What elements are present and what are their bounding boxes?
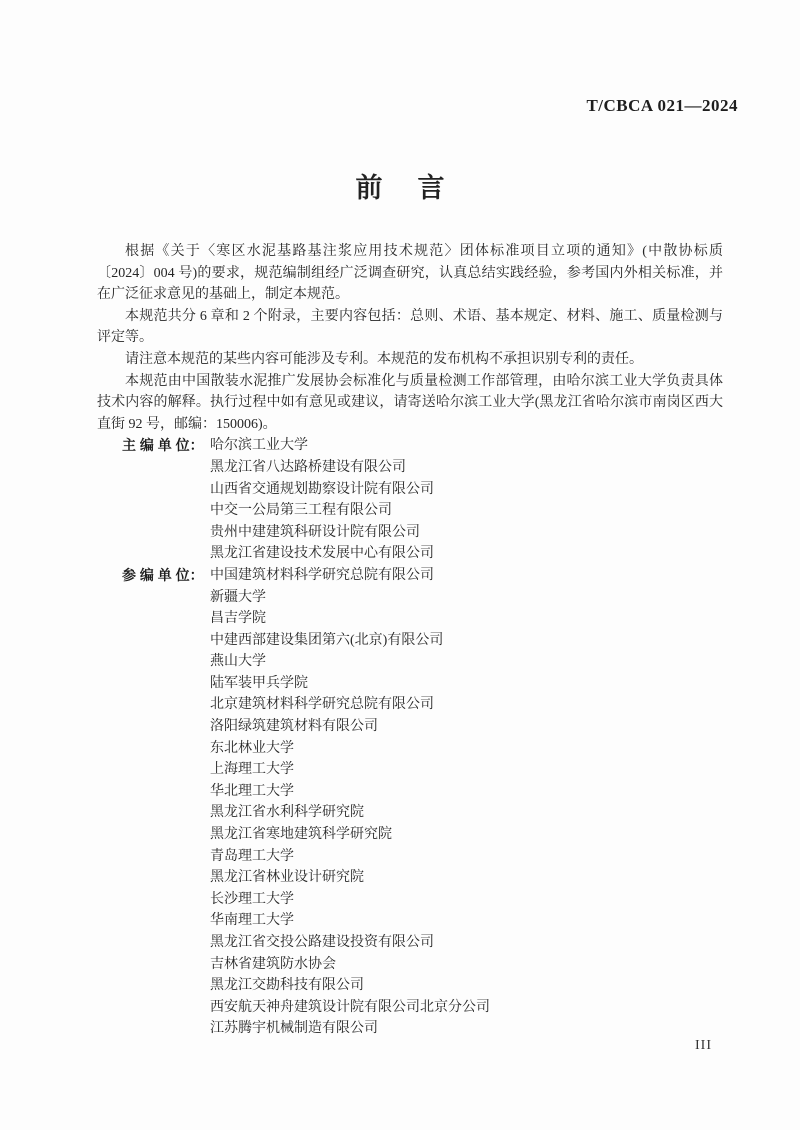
chief-unit-item: 山西省交通规划勘察设计院有限公司 — [210, 481, 434, 497]
paragraph-patent-notice: 请注意本规范的某些内容可能涉及专利。本规范的发布机构不承担识别专利的责任。 — [125, 351, 643, 367]
paragraph-management: 本规范由中国散装水泥推广发展协会标准化与质量检测工作部管理，由哈尔滨工业大学负责具体技术内容的解释。执行过程中如有意见或建议，请寄送哈尔滨工业大学(黑龙江省哈尔滨市南岗区西大直街 92 号，邮编：150006)。 — [97, 373, 723, 432]
chief-unit-item: 黑龙江省八达路桥建设有限公司 — [210, 459, 406, 475]
foreword-content — [97, 241, 723, 1040]
participant-unit-item: 燕山大学 — [210, 654, 266, 670]
page-number: III — [695, 1038, 712, 1053]
participant-unit-item: 长沙理工大学 — [210, 891, 294, 907]
page-title: 前言 — [355, 173, 480, 203]
chief-unit-item: 黑龙江省建设技术发展中心有限公司 — [210, 546, 434, 562]
participant-unit-item: 青岛理工大学 — [210, 848, 294, 864]
chief-units-list — [210, 435, 723, 565]
participant-unit-item: 东北林业大学 — [210, 740, 294, 756]
participant-units-list — [210, 565, 723, 1040]
participant-unit-item: 上海理工大学 — [210, 762, 294, 778]
participant-unit-item: 洛阳绿筑建筑材料有限公司 — [210, 719, 378, 735]
chief-unit-item: 贵州中建建筑科研设计院有限公司 — [210, 524, 420, 540]
participant-unit-item: 昌吉学院 — [210, 611, 266, 627]
participant-units-section — [122, 565, 723, 1040]
participant-unit-item: 黑龙江省交投公路建设投资有限公司 — [210, 935, 434, 950]
participant-unit-item: 中国建筑材料科学研究总院有限公司 — [210, 567, 434, 583]
chief-units-section — [122, 435, 723, 565]
chief-units-label: 主 编 单 位： — [122, 437, 204, 454]
participant-unit-item: 黑龙江省水利科学研究院 — [210, 805, 364, 821]
participant-unit-item: 华北理工大学 — [210, 783, 294, 799]
participant-unit-item: 江苏腾宇机械制造有限公司 — [210, 1021, 378, 1037]
participant-unit-item: 陆军装甲兵学院 — [210, 675, 308, 691]
participant-unit-item: 北京建筑材料科学研究总院有限公司 — [210, 697, 434, 713]
participant-unit-item: 黑龙江省林业设计研究院 — [210, 870, 364, 886]
chief-unit-item: 中交一公局第三工程有限公司 — [210, 503, 392, 519]
paragraph-scope: 本规范共分 6 章和 2 个附录，主要内容包括：总则、术语、基本规定、材料、施工、质量检测与评定等。 — [97, 308, 723, 346]
participant-unit-item: 新疆大学 — [210, 589, 266, 605]
participant-units-label: 参 编 单 位： — [122, 566, 204, 583]
participant-unit-item: 西安航天神舟建筑设计院有限公司北京分公司 — [210, 999, 490, 1015]
paragraph-basis: 根据《关于〈寒区水泥基路基注浆应用技术规范〉团体标准项目立项的通知》(中散协标质〔2024〕004 号)的要求，规范编制组经广泛调查研究，认真总结实践经验，参考国内外相关标准，并在广泛征求意见的基础上，制定本规范。 — [97, 244, 723, 303]
participant-unit-item: 黑龙江交勘科技有限公司 — [210, 978, 364, 994]
chief-unit-item: 哈尔滨工业大学 — [210, 438, 308, 454]
participant-unit-item: 吉林省建筑防水协会 — [210, 956, 336, 972]
participant-unit-item: 华南理工大学 — [210, 913, 294, 929]
participant-unit-item: 黑龙江省寒地建筑科学研究院 — [210, 827, 392, 843]
standard-number: T/CBCA 021—2024 — [586, 96, 738, 115]
participant-unit-item: 中建西部建设集团第六(北京)有限公司 — [210, 632, 444, 648]
